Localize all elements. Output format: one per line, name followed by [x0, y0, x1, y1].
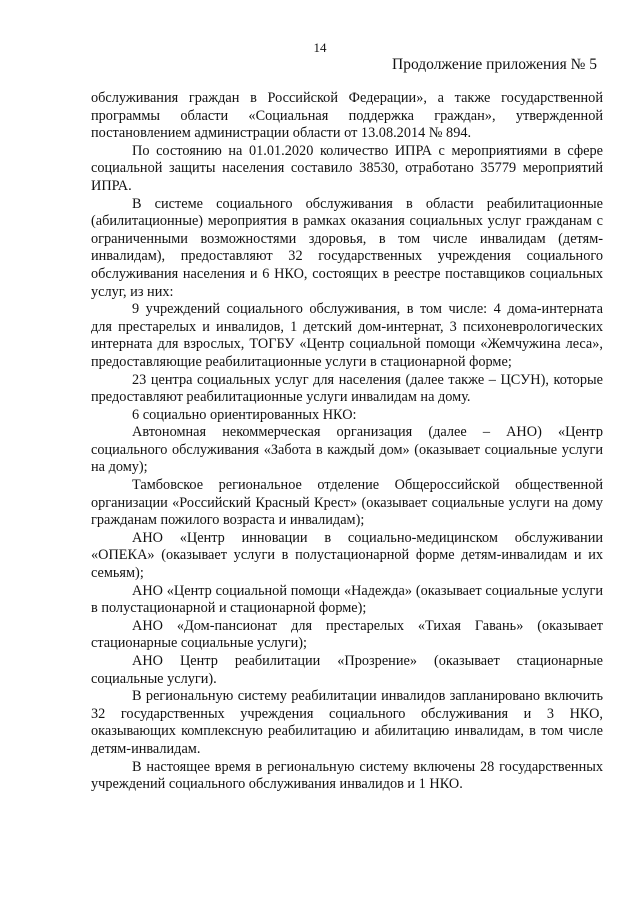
- paragraph-social-system: В системе социального обслуживания в области реабилитационные (абилитационные) мероприятия в рамках оказания социальных услуг гражданам с ограниченными возможностями здоровья, в том числе инвалидам (детям-инвалидам), предоставляют 32 государственных учреждения социального обслуживания населения и 6 НКО, состоящих в реестре поставщиков социальных услуг, из них:: [91, 195, 603, 300]
- paragraph-nko-zabota: Автономная некоммерческая организация (далее – АНО) «Центр социального обслуживания «Забота в каждый дом» (оказывает социальные услуги на дому);: [91, 424, 603, 476]
- paragraph-nko-red-cross: Тамбовское региональное отделение Общероссийской общественной организации «Российский Красный Крест» (оказывает социальные услуги на дому гражданам пожилого возраста и инвалидам);: [91, 477, 603, 529]
- document-body: [91, 90, 603, 794]
- paragraph-planned: В региональную систему реабилитации инвалидов запланировано включить 32 государственных учреждения социального обслуживания и 3 НКО, оказывающих комплексную реабилитацию и абилитацию инвалидам, в том числе детям-инвалидам.: [91, 688, 603, 757]
- paragraph-nko-opeka: АНО «Центр инновации в социально-медицинском обслуживании «ОПЕКА» (оказывает услуги в полустационарной форме детям-инвалидам и их семьям);: [91, 529, 603, 582]
- appendix-label: Продолжение приложения № 5: [392, 56, 597, 73]
- paragraph-institutions: 9 учреждений социального обслуживания, в том числе: 4 дома-интерната для престарелых и инвалидов, 1 детский дом-интернат, 3 психоневрологических интерната для взрослых, ТОГБУ «Центр социальной помощи «Жемчужина леса», предоставляющие реабилитационные услуги в стационарной форме;: [91, 301, 603, 370]
- page-number: 14: [313, 40, 327, 55]
- paragraph-ipra-count: По состоянию на 01.01.2020 количество ИПРА с мероприятиями в сфере социальной защиты населения составило 38530, отработано 35779 мероприятий ИПРА.: [91, 142, 603, 194]
- paragraph-continuation: обслуживания граждан в Российской Федерации», а также государственной программы области «Социальная поддержка граждан», утвержденной постановлением администрации области от 13.08.2014 № 894.: [91, 90, 603, 142]
- paragraph-nko-nadezhda: АНО «Центр социальной помощи «Надежда» (оказывает социальные услуги в полустационарной и стационарной форме);: [91, 582, 603, 617]
- paragraph-nko-count: 6 социально ориентированных НКО:: [132, 406, 357, 423]
- paragraph-nko-prozrenie: АНО Центр реабилитации «Прозрение» (оказывает стационарные социальные услуги).: [91, 653, 603, 687]
- paragraph-current: В настоящее время в региональную систему включены 28 государственных учреждений социального обслуживания инвалидов и 1 НКО.: [91, 758, 603, 793]
- paragraph-csun: 23 центра социальных услуг для населения (далее также – ЦСУН), которые предоставляют реабилитационные услуги инвалидам на дому.: [91, 371, 603, 406]
- paragraph-nko-tikhaya-gavan: АНО «Дом-пансионат для престарелых «Тихая Гавань» (оказывает стационарные социальные услуги);: [91, 617, 603, 652]
